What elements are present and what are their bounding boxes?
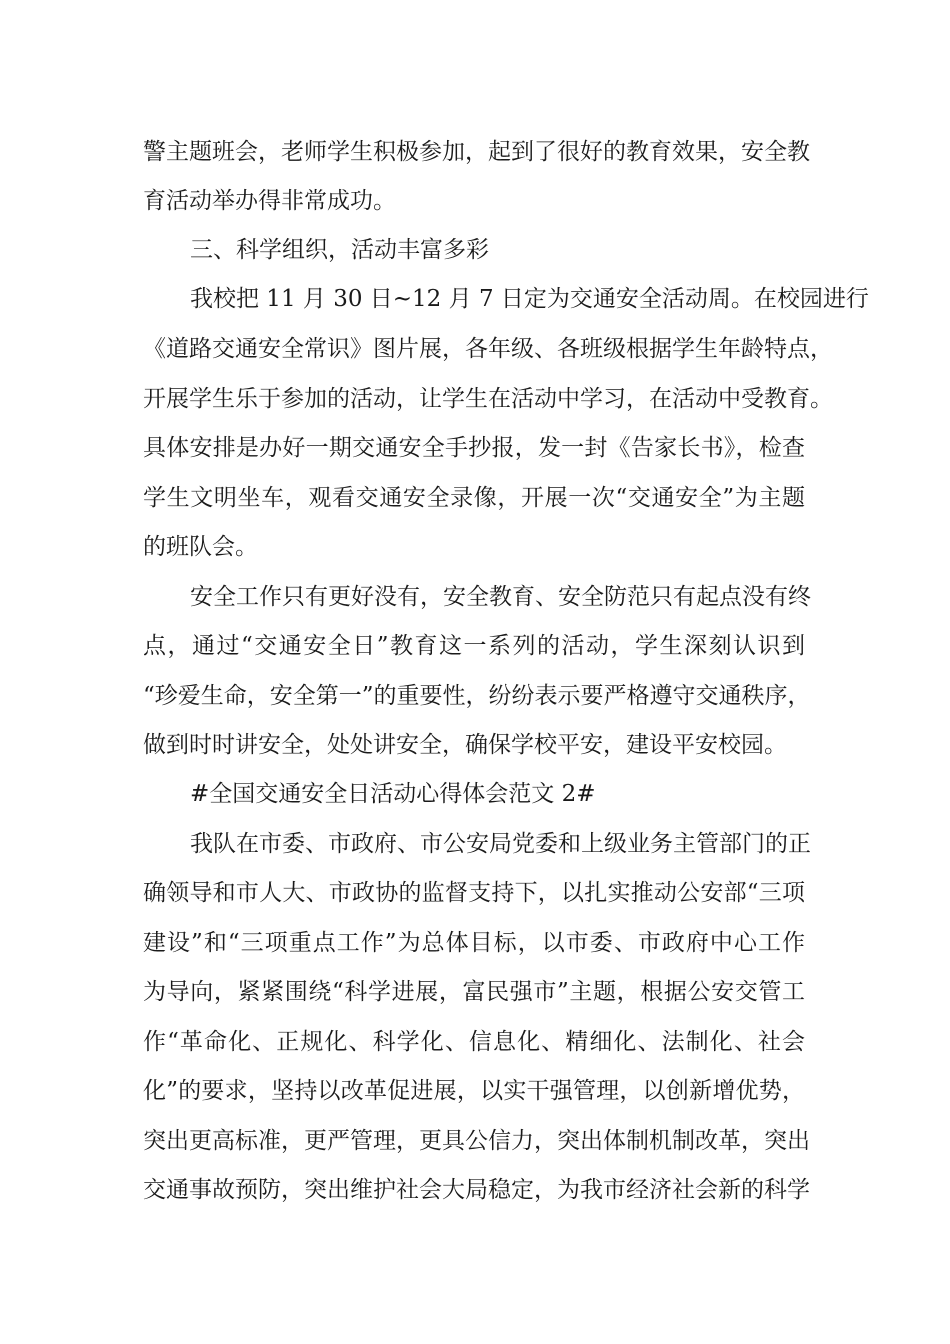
paragraph-line: 开展学生乐于参加的活动，让学生在活动中学习，在活动中受教育。 [143,386,833,412]
paragraph-line: 育活动举办得非常成功。 [143,188,396,214]
paragraph-line: 突出更高标准，更严管理，更具公信力，突出体制机制改革，突出 [143,1128,810,1154]
section-heading: 三、科学组织，活动丰富多彩 [190,237,489,263]
paragraph-line: 作“革命化、正规化、科学化、信息化、精细化、法制化、社会 [143,1029,805,1055]
paragraph-line: “珍爱生命，安全第一”的重要性，纷纷表示要严格遵守交通秩序， [143,683,811,709]
paragraph-line: 《道路交通安全常识》图片展，各年级、各班级根据学生年龄特点， [143,336,833,362]
paragraph-line: 确领导和市人大、市政协的监督支持下，以扎实推动公安部“三项 [143,880,805,906]
paragraph-line: 具体安排是办好一期交通安全手抄报，发一封《告家长书》，检查 [143,435,805,461]
paragraph-line: 为导向，紧紧围绕“科学进展，富民强市”主题，根据公安交管工 [143,979,805,1005]
paragraph-line: 化”的要求，坚持以改革促进展，以实干强管理，以创新增优势， [143,1078,805,1104]
paragraph-line: 交通事故预防，突出维护社会大局稳定，为我市经济社会新的科学 [143,1177,810,1203]
paragraph-line: 我队在市委、市政府、市公安局党委和上级业务主管部门的正 [190,831,811,857]
paragraph-line: 建设”和“三项重点工作”为总体目标，以市委、市政府中心工作 [143,930,805,956]
paragraph-line: 做到时时讲安全，处处讲安全，确保学校平安，建设平安校园。 [143,732,787,758]
paragraph-line: 我校把 11 月 30 日~12 月 7 日定为交通安全活动周。在校园进行 [190,286,869,312]
paragraph-line: 警主题班会，老师学生积极参加，起到了很好的教育效果，安全教 [143,139,810,165]
paragraph-line: 安全工作只有更好没有，安全教育、安全防范只有起点没有终 [190,584,811,610]
section-heading: #全国交通安全日活动心得体会范文 2# [190,781,596,807]
paragraph-line: 的班队会。 [143,534,258,560]
paragraph-line: 学生文明坐车，观看交通安全录像，开展一次“交通安全”为主题 [143,485,805,511]
paragraph-line: 点，通过“交通安全日”教育这一系列的活动，学生深刻认识到 [143,633,805,659]
